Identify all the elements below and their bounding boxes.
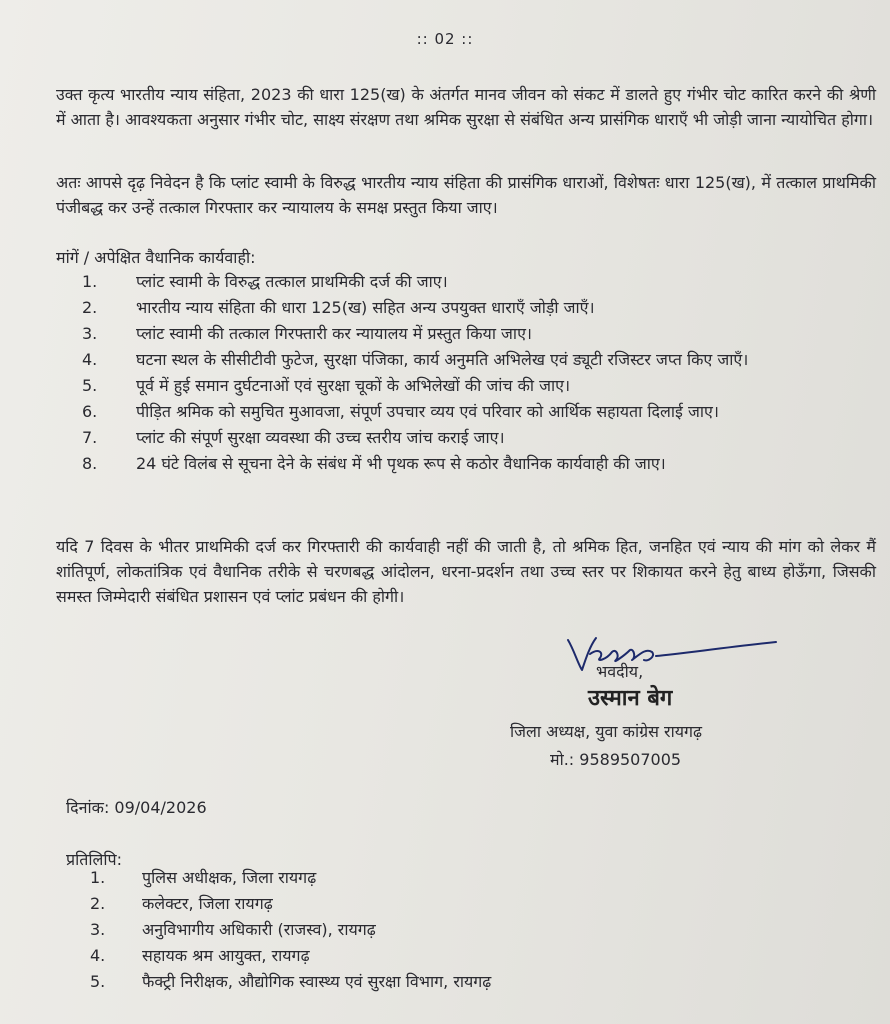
signature-block: [500, 630, 880, 780]
list-item-number: 2.: [90, 894, 106, 913]
list-item: [56, 296, 846, 319]
list-item-number: 5.: [90, 972, 106, 991]
list-item-number: 1.: [90, 868, 106, 887]
list-item-number: 8.: [82, 454, 98, 473]
list-item-text: घटना स्थल के सीसीटीवी फुटेज, सुरक्षा पंजिका, कार्य अनुमति अभिलेख एवं ड्यूटी रजिस्टर जप्त किए जाएँ।: [136, 350, 749, 369]
paragraph-ultimatum: यदि 7 दिवस के भीतर प्राथमिकी दर्ज कर गिरफ्तारी की कार्यवाही नहीं की जाती है, तो श्रमिक हित, जनहित एवं न्याय की मांग को लेकर मैं शांतिपूर्ण, लोकतांत्रिक एवं वैधानिक तरीके से चरणबद्ध आंदोलन, धरना-प्रदर्शन तथा उच्च स्तर पर शिकायत करने हेतु बाध्य होऊँगा, जिसकी समस्त जिम्मेदारी संबंधित प्रशासन एवं प्लांट प्रबंधन की होगी।: [56, 537, 876, 606]
list-item-text: पुलिस अधीक्षक, जिला रायगढ़: [142, 868, 317, 887]
list-item: [56, 452, 846, 475]
paragraph-request: अतः आपसे दृढ़ निवेदन है कि प्लांट स्वामी के विरुद्ध भारतीय न्याय संहिता की प्रासंगिक धाराओं, विशेषतः धारा 125(ख), में तत्काल प्राथमिकी पंजीबद्ध कर उन्हें तत्काल गिरफ्तार कर न्यायालय के समक्ष प्रस्तुत किया जाए।: [56, 173, 876, 217]
list-item: [66, 892, 766, 916]
list-item-text: पीड़ित श्रमिक को समुचित मुआवजा, संपूर्ण उपचार व्यय एवं परिवार को आर्थिक सहायता दिलाई जाए।: [136, 402, 719, 421]
list-item-number: 5.: [82, 376, 98, 395]
letter-date: दिनांक: 09/04/2026: [66, 798, 207, 817]
list-item: [56, 348, 846, 371]
list-item: [56, 374, 846, 397]
list-item: [66, 944, 766, 968]
paragraph-legal-section: उक्त कृत्य भारतीय न्याय संहिता, 2023 की धारा 125(ख) के अंतर्गत मानव जीवन को संकट में डालते हुए गंभीर चोट कारित करने की श्रेणी में आता है। आवश्यकता अनुसार गंभीर चोट, साक्ष्य संरक्षण तथा श्रमिक सुरक्षा से संबंधित अन्य प्रासंगिक धाराएँ भी जोड़ी जाना न्यायोचित होगा।: [56, 85, 876, 129]
list-item: [56, 270, 846, 293]
list-item-text: भारतीय न्याय संहिता की धारा 125(ख) सहित अन्य उपयुक्त धाराएँ जोड़ी जाएँ।: [136, 298, 595, 317]
list-item-number: 3.: [82, 324, 98, 343]
list-item-number: 4.: [82, 350, 98, 369]
list-item: [66, 970, 766, 994]
list-item-text: अनुविभागीय अधिकारी (राजस्व), रायगढ़: [142, 920, 376, 939]
signer-mobile: मो.: 9589507005: [550, 750, 682, 769]
list-item-text: कलेक्टर, जिला रायगढ़: [142, 894, 273, 913]
demands-list: [56, 270, 846, 478]
list-item: [56, 322, 846, 345]
signer-title: जिला अध्यक्ष, युवा कांग्रेस रायगढ़: [510, 722, 703, 741]
list-item-number: 4.: [90, 946, 106, 965]
list-item-number: 6.: [82, 402, 98, 421]
copy-to-list: [66, 866, 766, 996]
list-item-text: प्लांट स्वामी की तत्काल गिरफ्तारी कर न्यायालय में प्रस्तुत किया जाए।: [136, 324, 532, 343]
list-item: [56, 426, 846, 449]
list-item-number: 1.: [82, 272, 98, 291]
list-item-number: 2.: [82, 298, 98, 317]
handwritten-signature: [560, 630, 780, 678]
signer-name: उस्मान बेग: [588, 686, 673, 711]
list-item-text: प्लांट की संपूर्ण सुरक्षा व्यवस्था की उच्च स्तरीय जांच कराई जाए।: [136, 428, 505, 447]
list-item-text: 24 घंटे विलंब से सूचना देने के संबंध में भी पृथक रूप से कठोर वैधानिक कार्यवाही की जाए।: [136, 454, 666, 473]
list-item-text: सहायक श्रम आयुक्त, रायगढ़: [142, 946, 310, 965]
list-item-text: प्लांट स्वामी के विरुद्ध तत्काल प्राथमिकी दर्ज की जाए।: [136, 272, 448, 291]
list-item-text: पूर्व में हुई समान दुर्घटनाओं एवं सुरक्षा चूकों के अभिलेखों की जांच की जाए।: [136, 376, 571, 395]
list-item: [66, 918, 766, 942]
demands-heading: मांगें / अपेक्षित वैधानिक कार्यवाही:: [56, 248, 256, 267]
list-item-number: 3.: [90, 920, 106, 939]
page-number: :: 02 ::: [416, 30, 474, 48]
list-item: [56, 400, 846, 423]
signature-closing: भवदीय,: [596, 662, 644, 681]
list-item-number: 7.: [82, 428, 98, 447]
list-item-text: फैक्ट्री निरीक्षक, औद्योगिक स्वास्थ्य एवं सुरक्षा विभाग, रायगढ़: [142, 972, 492, 991]
copy-to-heading: प्रतिलिपि:: [66, 850, 122, 869]
list-item: [66, 866, 766, 890]
